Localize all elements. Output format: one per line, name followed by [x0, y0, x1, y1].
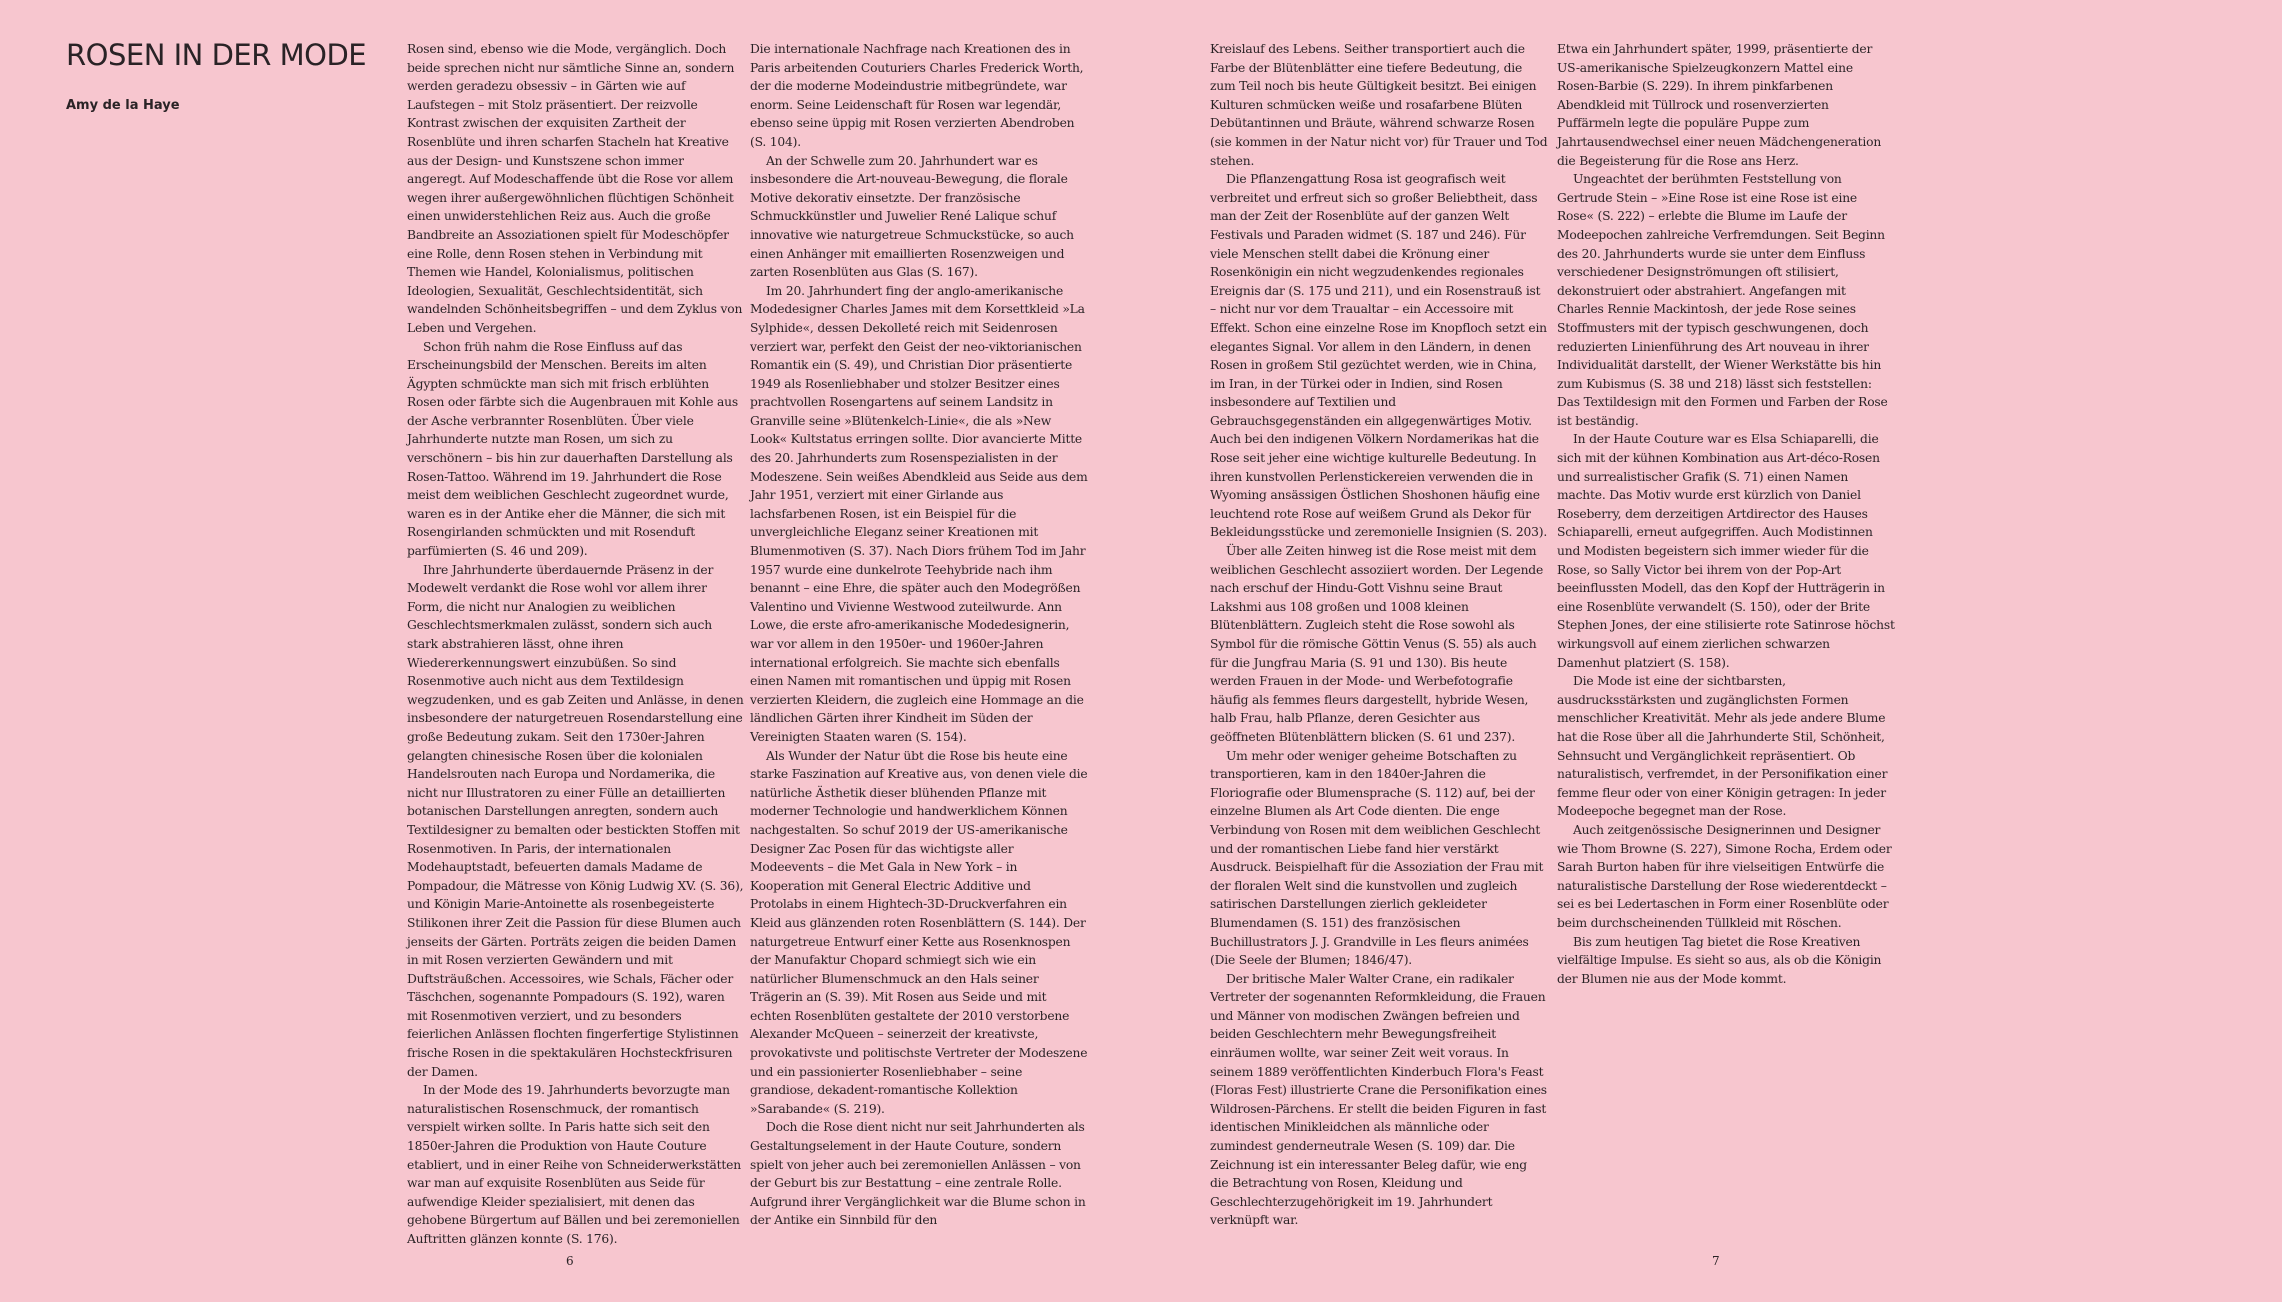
- paragraph: Über alle Zeiten hinweg ist die Rose meist mit dem weiblichen Geschlecht assoziiert worden. Der Legende nach erschuf der Hindu-Gott Vishnu seine Braut Lakshmi aus 108 großen und 1008 kleinen Blütenblättern. Zugleich steht die Rose sowohl als Symbol für die römische Göttin Venus (S. 55) als auch für die Jungfrau Maria (S. 91 und 130). Bis heute werden Frauen in der Mode- und Werbefotografie häufig als femmes fleurs dargestellt, hybride Wesen, halb Frau, halb Pflanze, deren Gesichter aus geöffneten Blütenblättern blicken (S. 61 und 237).: [1210, 544, 1544, 744]
- paragraph: Schon früh nahm die Rose Einfluss auf das Erscheinungsbild der Menschen. Bereits im alten Ägypten schmückte man sich mit frisch erblühten Rosen oder färbte sich die Augenbrauen mit Kohle aus der Asche verbrannter Rosenblüten. Über viele Jahrhunderte nutzte man Rosen, um sich zu verschönern – bis hin zur dauerhaften Darstellung als Rosen-Tattoo. Während im 19. Jahrhundert die Rose meist dem weiblichen Geschlecht zugeordnet wurde, waren es in der Antike eher die Männer, die sich mit Rosengirlanden schmückten und mit Rosenduft parfümierten (S. 46 und 209).: [407, 339, 739, 559]
- paragraph: In der Haute Couture war es Elsa Schiaparelli, die sich mit der kühnen Kombination aus Art-déco-Rosen und surrealistischer Grafik (S. 71) einen Namen machte. Das Motiv wurde erst kürzlich von Daniel Roseberry, dem derzeitigen Artdirector des Hauses Schiaparelli, erneut aufgegriffen. Auch Modistinnen und Modisten begeistern sich immer wieder für die Rose, so Sally Victor bei ihrem von der Pop-Art beeinflussten Modell, das den Kopf der Hutträgerin in eine Rosenblüte verwandelt (S. 150), oder der Brite Stephen Jones, der eine stilisierte rote Satinrose höchst wirkungsvoll auf einem zierlichen schwarzen Damenhut platziert (S. 158).: [1557, 432, 1895, 670]
- paragraph: Im 20. Jahrhundert fing der anglo-amerikanische Modedesigner Charles James mit dem Korsettkleid »La Sylphide«, dessen Dekolleté reich mit Seidenrosen verziert war, perfekt den Geist der neo-viktorianischen Romantik ein (S. 49), und Christian Dior präsentierte 1949 als Rosenliebhaber und stolzer Besitzer eines prachtvollen Rosengartens auf seinem Landsitz in Granville seine »Blütenkelch-Linie«, die als »New Look« Kultstatus erringen sollte. Dior avancierte Mitte des 20. Jahrhunderts zum Rosenspezialisten in der Modeszene. Sein weißes Abendkleid aus Seide aus dem Jahr 1951, verziert mit einer Girlande aus lachsfarbenen Rosen, ist ein Beispiel für die unvergleichliche Eleganz seiner Kreationen mit Blumenmotiven (S. 37). Nach Diors frühem Tod im Jahr 1957 wurde eine dunkelrote Teehybride nach ihm benannt – eine Ehre, die später auch den Modegrößen Valentino und Vivienne Westwood zuteilwurde. Ann Lowe, die erste afro-amerikanische Modedesignerin, war vor allem in den 1950er- und 1960er-Jahren international erfolgreich. Sie machte sich ebenfalls einen Namen mit romantischen und üppig mit Rosen verzierten Kleidern, die zugleich eine Hommage an die ländlichen Gärten ihrer Kindheit im Süden der Vereinigten Staaten waren (S. 154).: [750, 283, 1088, 744]
- paragraph: Um mehr oder weniger geheime Botschaften zu transportieren, kam in den 1840er-Jahren die Floriografie oder Blumensprache (S. 112) auf, bei der einzelne Blumen als Art Code dienten. Die enge Verbindung von Rosen mit dem weiblichen Geschlecht und der romantischen Liebe fand hier verstärkt Ausdruck. Beispielhaft für die Assoziation der Frau mit der floralen Welt sind die kunstvollen und zugleich satirischen Darstellungen zierlich gekleideter Blumendamen (S. 151) des französischen Buchillustrators J. J. Grandville in Les fleurs animées (Die Seele der Blumen; 1846/47).: [1210, 748, 1544, 968]
- paragraph: Doch die Rose dient nicht nur seit Jahrhunderten als Gestaltungselement in der Haute Couture, sondern spielt von jeher auch bei zeremoniellen Anlässen – von der Geburt bis zur Bestattung – eine zentrale Rolle. Aufgrund ihrer Vergänglichkeit war die Blume schon in der Antike ein Sinnbild für den: [750, 1120, 1086, 1228]
- paragraph: Die Pflanzengattung Rosa ist geografisch weit verbreitet und erfreut sich so großer Beliebtheit, dass man der Zeit der Rosenblüte auf der ganzen Welt Festivals und Paraden widmet (S. 187 und 246). Für viele Menschen stellt dabei die Krönung einer Rosenkönigin ein nicht wegzudenkendes regionales Ereignis dar (S. 175 und 211), und ein Rosenstrauß ist – nicht nur vor dem Traualtar – ein Accessoire mit Effekt. Schon eine einzelne Rose im Knopfloch setzt ein elegantes Signal. Vor allem in den Ländern, in denen Rosen in großem Stil gezüchtet werden, wie in China, im Iran, in der Türkei oder in Indien, sind Rosen insbesondere auf Textilien und Gebrauchsgegenständen ein allgegenwärtiges Motiv. Auch bei den indigenen Völkern Nordamerikas hat die Rose seit jeher eine wichtige kulturelle Bedeutung. In ihren kunstvollen Perlenstickereien verwenden die in Wyoming ansässigen Östlichen Shoshonen häufig eine leuchtend rote Rose auf weißem Grund als Dekor für Bekleidungsstücke und zeremonielle Insignien (S. 203).: [1210, 172, 1548, 540]
- paragraph: Als Wunder der Natur übt die Rose bis heute eine starke Faszination auf Kreative aus, von denen viele die natürliche Ästhetik dieser blühenden Pflanze mit moderner Technologie und handwerklichem Können nachgestalten. So schuf 2019 der US-amerikanische Designer Zac Posen für das wichtigste aller Modeevents – die Met Gala in New York – in Kooperation mit General Electric Additive und Protolabs in einem Hightech-3D-Druckverfahren ein Kleid aus glänzenden roten Rosenblättern (S. 144). Der naturgetreue Entwurf einer Kette aus Rosenknospen der Manufaktur Chopard schmiegt sich wie ein natürlicher Blumenschmuck an den Hals seiner Trägerin an (S. 39). Mit Rosen aus Seide und mit echten Rosenblüten gestaltete der 2010 verstorbene Alexander McQueen – seinerzeit der kreativste, provokativste und politischste Vertreter der Modeszene und ein passionierter Rosenliebhaber – seine grandiose, dekadent-romantische Kollektion »Sarabande« (S. 219).: [750, 748, 1088, 1116]
- page-number: 6: [566, 1254, 574, 1268]
- author-name: Amy de la Haye: [66, 98, 180, 113]
- paragraph: Auch zeitgenössische Designerinnen und Designer wie Thom Browne (S. 227), Simone Rocha, Erdem oder Sarah Burton haben für ihre vielseitigen Entwürfe die naturalistische Darstellung der Rose wiederentdeckt – sei es bei Ledertaschen in Form einer Rosenblüte oder beim durchscheinenden Tüllkleid mit Röschen.: [1557, 822, 1892, 930]
- paragraph: Der britische Maler Walter Crane, ein radikaler Vertreter der sogenannten Reformkleidung, die Frauen und Männer von modischen Zwängen befreien und beiden Geschlechtern mehr Bewegungsfreiheit einräumen wollte, war seiner Zeit weit voraus. In seinem 1889 veröffentlichten Kinderbuch Flora's Feast (Floras Fest) illustrierte Crane die Personifikation eines Wildrosen-Pärchens. Er stellt die beiden Figuren in fast identischen Minikleidchen als männliche oder zumindest genderneutrale Wesen (S. 109) dar. Die Zeichnung ist ein interessanter Beleg dafür, wie eng die Betrachtung von Rosen, Kleidung und Geschlechterzugehörigkeit im 19. Jahrhundert verknüpft war.: [1210, 971, 1547, 1228]
- paragraph: Ihre Jahrhunderte überdauernde Präsenz in der Modewelt verdankt die Rose wohl vor allem ihrer Form, die nicht nur Analogien zu weiblichen Geschlechtsmerkmalen zulässt, sondern sich auch stark abstrahieren lässt, ohne ihren Wiedererkennungswert einzubüßen. So sind Rosenmotive auch nicht aus dem Textildesign wegzudenken, und es gab Zeiten und Anlässe, in denen insbesondere der naturgetreuen Rosendarstellung eine große Bedeutung zukam. Seit den 1730er-Jahren gelangten chinesische Rosen über die kolonialen Handelsrouten nach Europa und Nordamerika, die nicht nur Illustratoren zu einer Fülle an detaillierten botanischen Darstellungen anregten, sondern auch Textildesigner zu bemalten oder bestickten Stoffen mit Rosenmotiven. In Paris, der internationalen Modehauptstadt, befeuerten damals Madame de Pompadour, die Mätresse von König Ludwig XV. (S. 36), und Königin Marie-Antoinette als rosenbegeisterte Stilikonen ihrer Zeit die Passion für diese Blumen auch jenseits der Gärten. Porträts zeigen die beiden Damen in mit Rosen verzierten Gewändern und mit Duftsträußchen. Accessoires, wie Schals, Fächer oder Täschchen, sogenannte Pompadours (S. 192), waren mit Rosenmotiven verziert, und zu besonders feierlichen Anlässen flochten fingerfertige Stylistinnen frische Rosen in die spektakulären Hochsteckfrisuren der Damen.: [407, 562, 744, 1079]
- paragraph: Ungeachtet der berühmten Feststellung von Gertrude Stein – »Eine Rose ist eine Rose ist eine Rose« (S. 222) – erlebte die Blume im Laufe der Modeepochen zahlreiche Verfremdungen. Seit Beginn des 20. Jahrhunderts wurde sie unter dem Einfluss verschiedener Designströmungen oft stilisiert, dekonstruiert oder abstrahiert. Angefangen mit Charles Rennie Mackintosh, der jede Rose seines Stoffmusters mit der typisch geschwungenen, doch reduzierten Linienführung des Art nouveau in ihrer Individualität darstellt, der Wiener Werkstätte bis hin zum Kubismus (S. 38 und 218) lässt sich feststellen: Das Textildesign mit den Formen und Farben der Rose ist beständig.: [1557, 172, 1888, 428]
- text-column-1: [407, 40, 745, 1249]
- text-column-4: [1557, 40, 1895, 988]
- page-number: 7: [1712, 1254, 1720, 1268]
- paragraph: An der Schwelle zum 20. Jahrhundert war es insbesondere die Art-nouveau-Bewegung, die florale Motive dekorativ einsetzte. Der französische Schmuckkünstler und Juwelier René Lalique schuf innovative wie naturgetreue Schmuckstücke, so auch einen Anhänger mit emaillierten Rosenzweigen und zarten Rosenblüten aus Glas (S. 167).: [750, 153, 1074, 280]
- paragraph: Bis zum heutigen Tag bietet die Rose Kreativen vielfältige Impulse. Es sieht so aus, als ob die Königin der Blumen nie aus der Mode kommt.: [1557, 934, 1882, 986]
- text-column-3: [1210, 40, 1548, 1230]
- paragraph: Kreislauf des Lebens. Seither transportiert auch die Farbe der Blütenblätter eine tiefere Bedeutung, die zum Teil noch bis heute Gültigkeit besitzt. Bei einigen Kulturen schmücken weiße und rosafarbene Blüten Debütantinnen und Bräute, während schwarze Rosen (sie kommen in der Natur nicht vor) für Trauer und Tod stehen.: [1210, 42, 1548, 168]
- right-page: [1141, 0, 2282, 1302]
- text-column-2: [750, 40, 1088, 1230]
- paragraph: Die internationale Nachfrage nach Kreationen des in Paris arbeitenden Couturiers Charles Frederick Worth, der die moderne Modeindustrie mitbegründete, war enorm. Seine Leidenschaft für Rosen war legendär, ebenso seine üppig mit Rosen verzierten Abendroben (S. 104).: [750, 42, 1084, 149]
- paragraph: Etwa ein Jahrhundert später, 1999, präsentierte der US-amerikanische Spielzeugkonzern Mattel eine Rosen-Barbie (S. 229). In ihrem pinkfarbenen Abendkleid mit Tüllrock und rosenverzierten Puffärmeln legte die populäre Puppe zum Jahrtausendwechsel einer neuen Mädchengeneration die Begeisterung für die Rose ans Herz.: [1557, 42, 1882, 168]
- left-page: [0, 0, 1141, 1302]
- paragraph: Rosen sind, ebenso wie die Mode, vergänglich. Doch beide sprechen nicht nur sämtliche Sinne an, sondern werden geradezu obsessiv – in Gärten wie auf Laufstegen – mit Stolz präsentiert. Der reizvolle Kontrast zwischen der exquisiten Zartheit der Rosenblüte und ihren scharfen Stacheln hat Kreative aus der Design- und Kunstszene schon immer angeregt. Auf Modeschaffende übt die Rose vor allem wegen ihrer außergewöhnlichen flüchtigen Schönheit einen unwiderstehlichen Reiz aus. Auch die große Bandbreite an Assoziationen spielt für Modeschöpfer eine Rolle, denn Rosen stehen in Verbindung mit Themen wie Handel, Kolonialismus, politischen Ideologien, Sexualität, Geschlechtsidentität, sich wandelnden Schönheitsbegriffen – und dem Zyklus von Leben und Vergehen.: [407, 42, 743, 335]
- chapter-title: ROSEN IN DER MODE: [66, 38, 367, 72]
- paragraph: In der Mode des 19. Jahrhunderts bevorzugte man naturalistischen Rosenschmuck, der romantisch verspielt wirken sollte. In Paris hatte sich seit den 1850er-Jahren die Produktion von Haute Couture etabliert, und in einer Reihe von Schneiderwerkstätten war man auf exquisite Rosenblüten aus Seide für aufwendige Kleider spezialisiert, mit denen das gehobene Bürgertum auf Bällen und bei zeremoniellen Auftritten glänzen konnte (S. 176).: [407, 1083, 741, 1246]
- paragraph: Die Mode ist eine der sichtbarsten, ausdrucksstärksten und zugänglichsten Formen menschlicher Kreativität. Mehr als jede andere Blume hat die Rose über all die Jahrhunderte Stil, Schönheit, Sehnsucht und Vergänglichkeit repräsentiert. Ob naturalistisch, verfremdet, in der Personifikation einer femme fleur oder von einer Königin getragen: In jeder Modeepoche begegnet man der Rose.: [1557, 674, 1888, 819]
